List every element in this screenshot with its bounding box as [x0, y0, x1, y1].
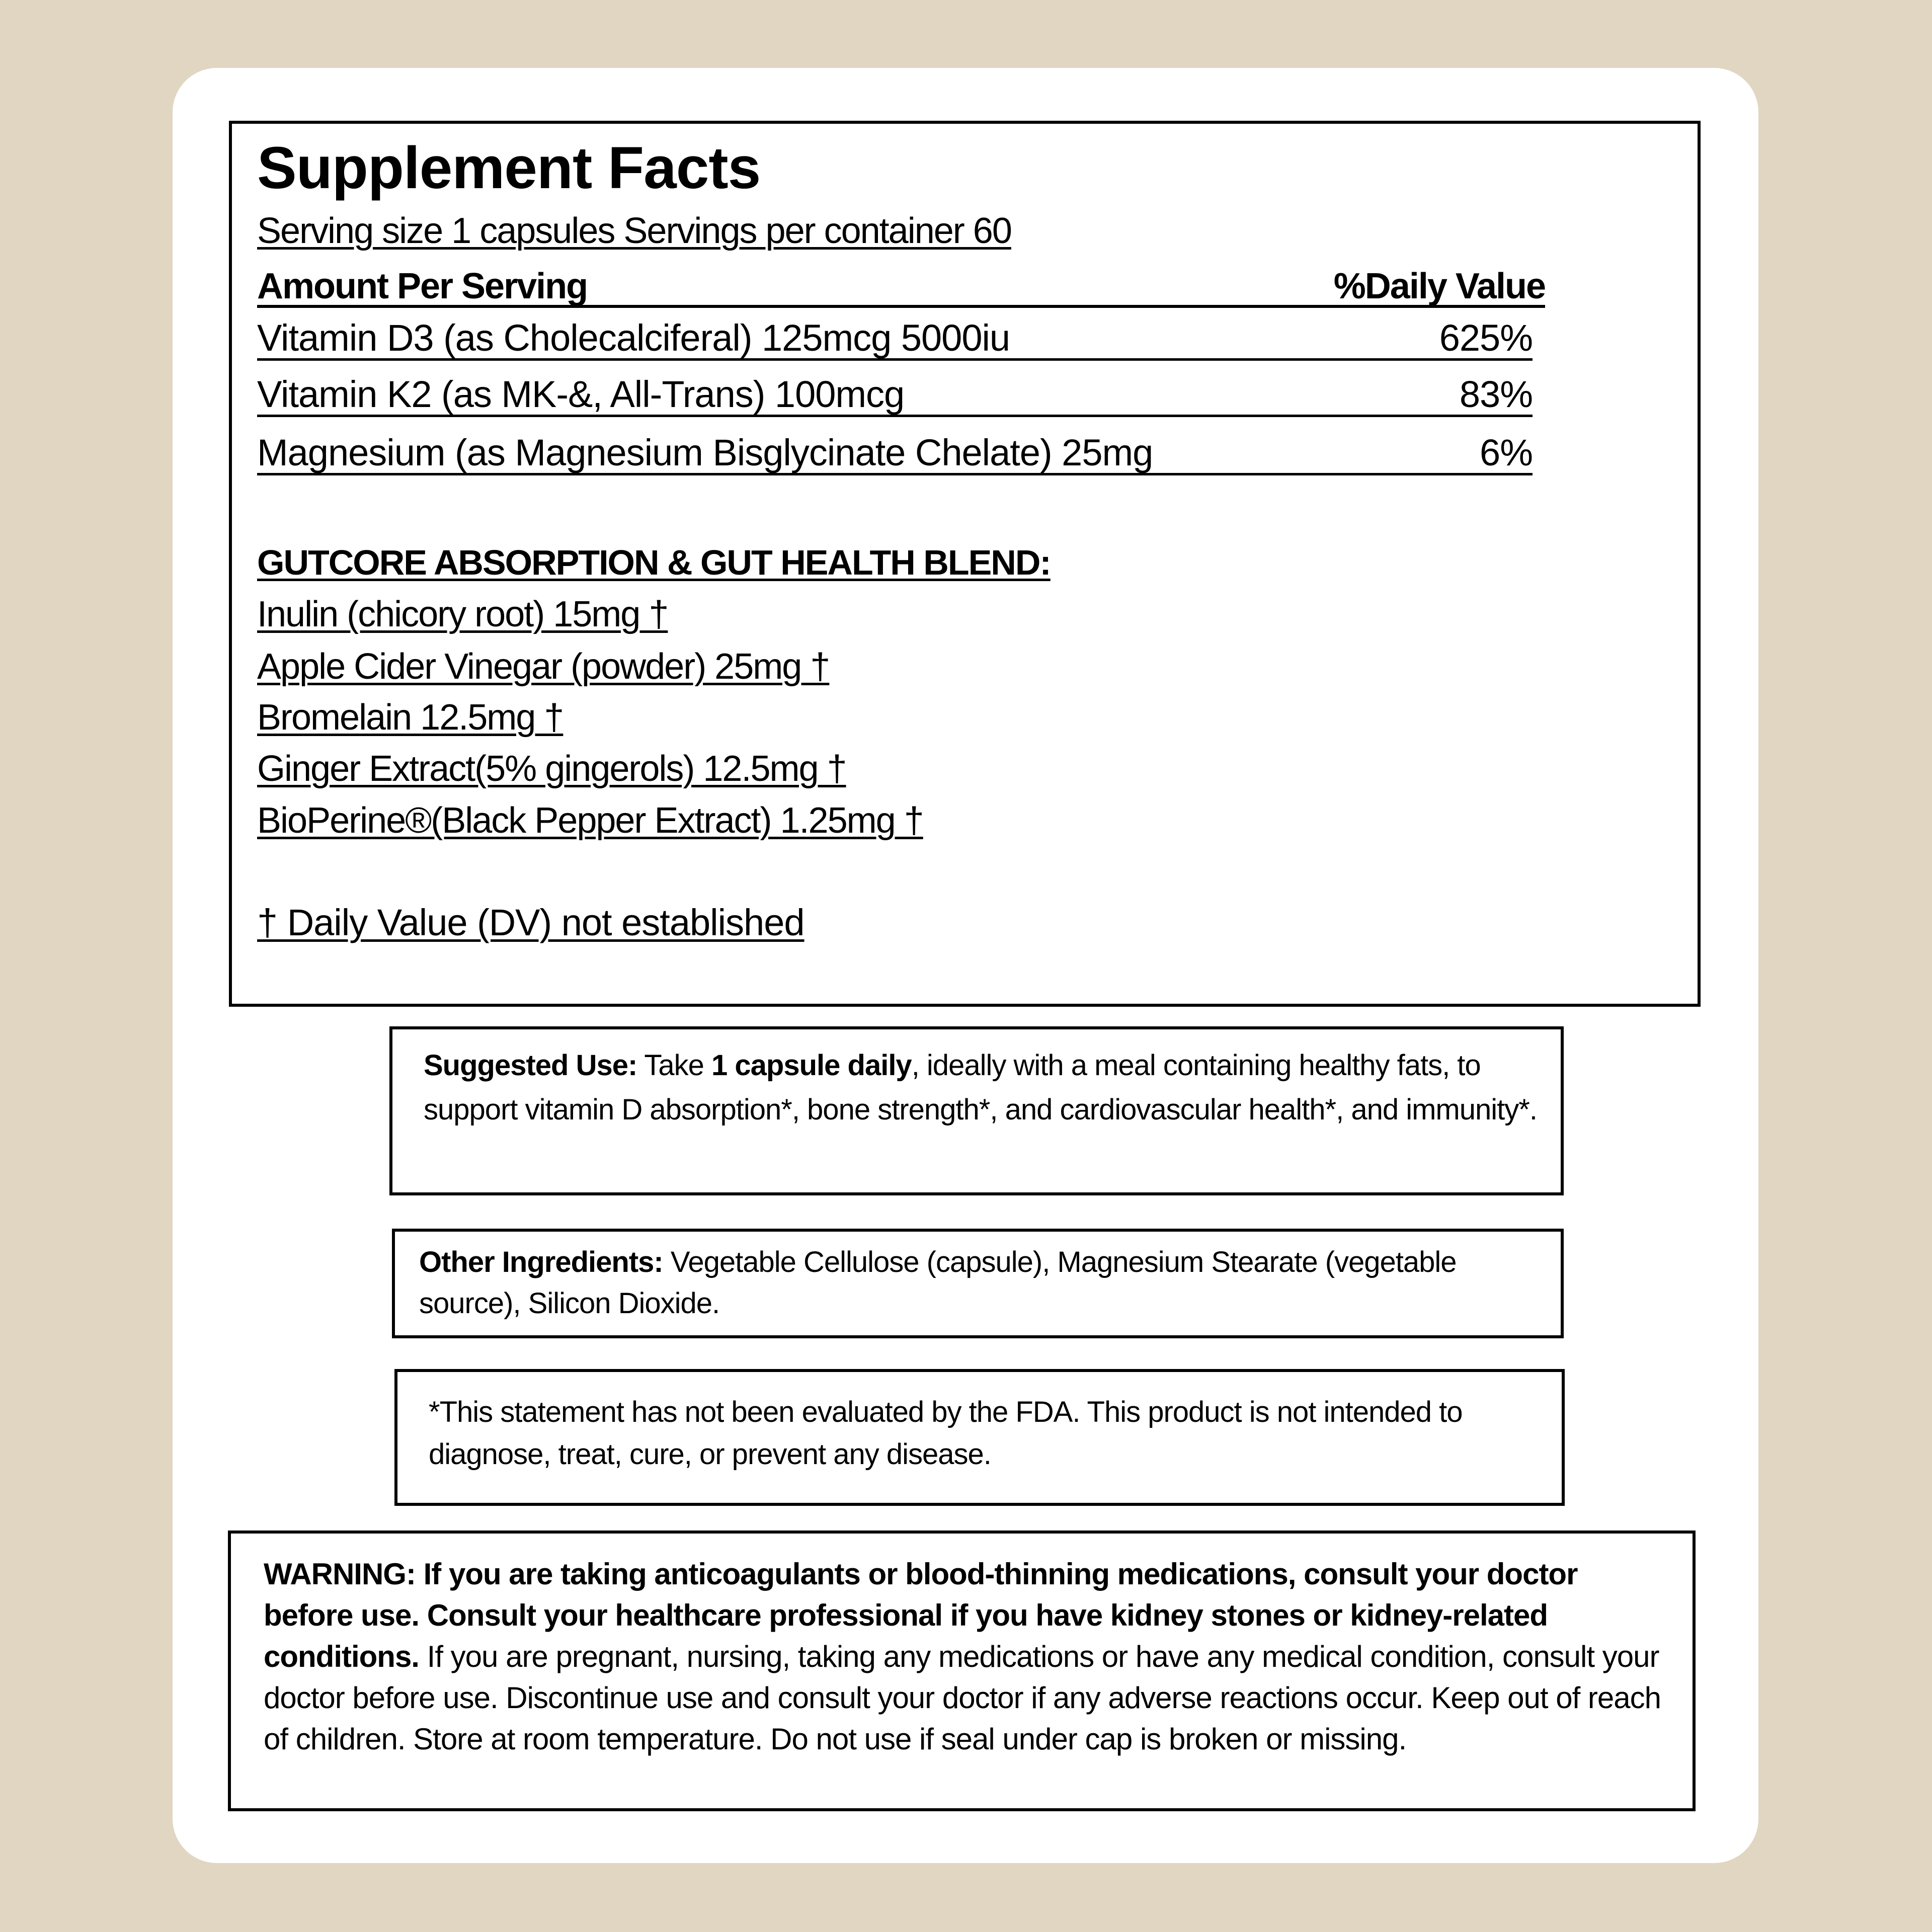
serving-info: Serving size 1 capsules Servings per container 60: [257, 211, 1011, 251]
supplement-facts-panel: [229, 121, 1701, 1007]
fda-disclaimer-text: *This statement has not been evaluated by the FDA. This product is not intended to diagnose, treat, cure, or prevent any disease.: [429, 1396, 1463, 1471]
blend-item: Apple Cider Vinegar (powder) 25mg †: [257, 647, 830, 687]
other-ingredients-text: Other Ingredients: Vegetable Cellulose (capsule), Magnesium Stearate (vegetable source), Silicon Dioxide.: [419, 1246, 1457, 1320]
warning-box: [228, 1531, 1696, 1811]
nutrient-name: Vitamin D3 (as Cholecalciferal) 125mcg 5000iu: [257, 317, 1010, 359]
suggested-use-box: [389, 1026, 1564, 1195]
facts-title: Supplement Facts: [257, 135, 761, 201]
blend-item: BioPerine®(Black Pepper Extract) 1.25mg †: [257, 800, 923, 841]
blend-item: Ginger Extract(5% gingerols) 12.5mg †: [257, 749, 846, 789]
nutrient-dv: 6%: [1480, 432, 1533, 473]
nutrient-name: Vitamin K2 (as MK-&, All-Trans) 100mcg: [257, 373, 905, 415]
nutrient-name: Magnesium (as Magnesium Bisglycinate Chelate) 25mg: [257, 432, 1153, 473]
daily-value-header: %Daily Value: [1333, 266, 1545, 306]
warning-bold: WARNING: If you are taking anticoagulants or blood-thinning medications, consult your doctor before use. Consult your healthcare professional if you have kidney stones or kidney-related conditions.: [264, 1557, 1578, 1673]
blend-title: GUTCORE ABSORPTION & GUT HEALTH BLEND:: [257, 543, 1051, 582]
suggested-use-text: Suggested Use: Take 1 capsule daily, ideally with a meal containing healthy fats, to support vitamin D absorption*, bone strength*, and cardiovascular health*, and immunity*.: [424, 1049, 1537, 1126]
suggested-use-label: Suggested Use:: [424, 1049, 637, 1082]
amount-per-serving-header: Amount Per Serving: [257, 266, 588, 306]
blend-item: Inulin (chicory root) 15mg †: [257, 594, 668, 634]
nutrient-row: [257, 369, 1533, 417]
other-ingredients-label: Other Ingredients:: [419, 1246, 663, 1278]
dose: 1 capsule daily: [711, 1049, 912, 1082]
nutrient-dv: 83%: [1459, 373, 1533, 415]
other-ingredients-box: [392, 1229, 1564, 1338]
blend-item: Bromelain 12.5mg †: [257, 697, 564, 738]
nutrient-row: [257, 313, 1533, 361]
dv-footnote: † Daily Value (DV) not established: [257, 902, 804, 943]
nutrient-row: [257, 428, 1533, 475]
warning-text: WARNING: If you are taking anticoagulants or blood-thinning medications, consult your doctor before use. Consult your healthcare professional if you have kidney stones or kidney-related conditions. If you are pregnant, nursing, taking any medications or have any medical condition, consult your doctor before use. Discontinue use and consult your doctor if any adverse reactions occur. Keep out of reach of children. Store at room temperature. Do not use if seal under cap is broken or missing.: [264, 1557, 1661, 1756]
amount-header-row: [257, 260, 1545, 308]
nutrient-dv: 625%: [1439, 317, 1533, 359]
fda-disclaimer-box: [394, 1369, 1565, 1506]
